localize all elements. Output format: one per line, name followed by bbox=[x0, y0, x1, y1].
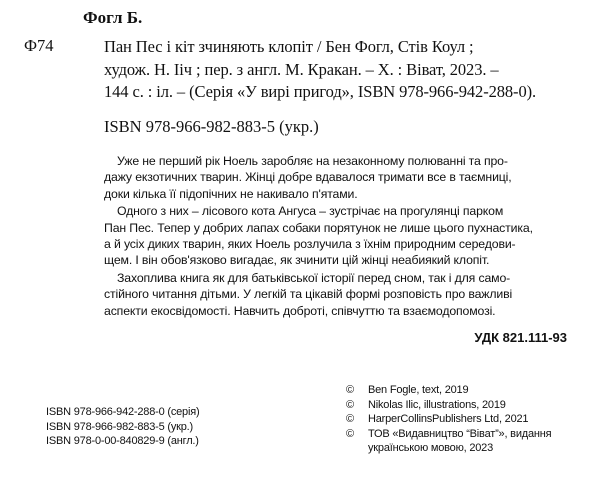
copyright-text: HarperCollinsPublishers Ltd, 2021 bbox=[368, 413, 529, 426]
annotation-paragraph: Уже не перший рік Ноель заробляє на незаконному полюванні та про- дажу екзотичних тварин. Жінці добре вдавалося тримати все в таємниці, доки кілька її підопічних не накивало п'ятами. bbox=[104, 154, 512, 201]
isbn-entry: ISBN 978-966-942-288-0 (серія) bbox=[46, 406, 200, 418]
copyright-row bbox=[346, 383, 551, 398]
isbn-entry: ISBN 978-966-982-883-5 (укр.) bbox=[46, 420, 193, 433]
annotation-paragraph: Одного з них – лісового кота Ангуса – зустрічає на прогулянці парком Пан Пес. Тепер у добрих лапах собаки порятунок не лише цього пухнастика, а й усіх диких тварин, яких Ноель розлучила з їхнім природним середови- щем. І він обов'язково вигадає, як зчинити цій жінці неабиякий клопіт. bbox=[104, 204, 533, 268]
copyright-row bbox=[346, 427, 551, 456]
bibliographic-line: Пан Пес і кіт зчиняють клопіт / Бен Фогл, Стів Коул ; bbox=[104, 37, 474, 56]
annotation bbox=[104, 153, 584, 320]
copyright-symbol: © bbox=[346, 413, 354, 426]
copyright-symbol: © bbox=[346, 398, 354, 411]
bibliographic-line: 144 с. : іл. – (Серія «У вирі пригод», ISBN 978-966-942-288-0). bbox=[104, 82, 537, 101]
isbn-list bbox=[46, 405, 199, 449]
copyright-row bbox=[346, 412, 551, 427]
copyright-block bbox=[346, 383, 551, 456]
classification-code: Ф74 bbox=[24, 36, 54, 55]
copyright-text: Ben Fogle, text, 2019 bbox=[368, 384, 469, 396]
copyright-row bbox=[346, 398, 551, 413]
copyright-text: ТОВ «Видавництво “Віват”», видання українською мовою, 2023 bbox=[368, 427, 552, 455]
isbn-ukr-line: ISBN 978-966-982-883-5 (укр.) bbox=[104, 117, 319, 136]
annotation-paragraph: Захоплива книга як для батьківської історії перед сном, так і для само- стійного читання дітьми. У легкій та цікавій формі розповість про важливі аспекти екосвідомості. Навчить доброті, співчуттю та взаємодопомозі. bbox=[104, 270, 513, 318]
copyright-text: Nikolas Ilic, illustrations, 2019 bbox=[368, 398, 506, 411]
copyright-symbol: © bbox=[346, 427, 354, 440]
copyright-symbol: © bbox=[346, 384, 354, 396]
udk-code: УДК 821.111-93 bbox=[474, 330, 567, 345]
isbn-entry: ISBN 978-0-00-840829-9 (англ.) bbox=[46, 435, 199, 448]
author-heading: Фогл Б. bbox=[83, 8, 143, 27]
bibliographic-description bbox=[104, 36, 536, 104]
bibliographic-line: худож. Н. Ііч ; пер. з англ. М. Кракан. – Х. : Віват, 2023. – bbox=[104, 59, 499, 79]
